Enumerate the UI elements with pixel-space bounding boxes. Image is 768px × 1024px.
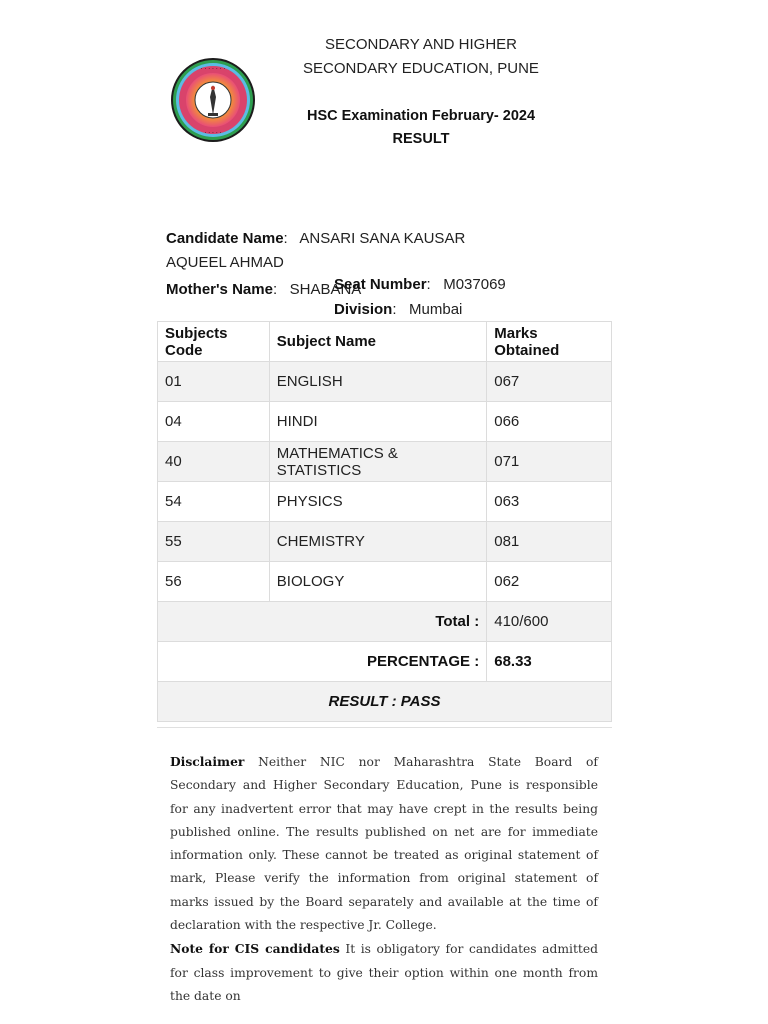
- subject-code: 54: [158, 482, 270, 522]
- percentage-value: 68.33: [487, 642, 612, 682]
- svg-text:· · · · · · ·: · · · · · · ·: [200, 66, 226, 73]
- subject-name: CHEMISTRY: [269, 522, 486, 562]
- result-status: RESULT : PASS: [158, 682, 612, 722]
- cis-note-paragraph: [170, 937, 598, 1008]
- table-header-row: [158, 322, 612, 362]
- disclaimer: [170, 750, 598, 1008]
- disclaimer-text: Neither NIC nor Maharashtra State Board of Secondary and Higher Secondary Education, Pune is responsible for any inadvertent error that may have crept in the results being published online. The results published on net are for immediate information only. These cannot be treated as original statement of mark, Please verify the information from original statement of marks issued by the Board separately and available at the time of declaration with the respective Jr. College.: [170, 755, 598, 933]
- subject-name: MATHEMATICS & STATISTICS: [269, 442, 486, 482]
- header-marks: Marks Obtained: [487, 322, 612, 362]
- cis-note-label: Note for CIS candidates: [170, 941, 340, 957]
- subject-marks: 081: [487, 522, 612, 562]
- candidate-name-label: Candidate Name: [166, 230, 284, 247]
- table-row: [158, 482, 612, 522]
- division: Division: Mumbai: [334, 301, 463, 318]
- disclaimer-paragraph: [170, 750, 598, 937]
- seat-number: Seat Number: M037069: [334, 276, 506, 293]
- mother-name-value: SHABANA: [289, 281, 362, 298]
- divider: [157, 727, 612, 728]
- subject-code: 40: [158, 442, 270, 482]
- result-row: [158, 682, 612, 722]
- result-heading: RESULT: [392, 131, 450, 147]
- table-row: [158, 362, 612, 402]
- table-row: [158, 402, 612, 442]
- board-name-line2: SECONDARY EDUCATION, PUNE: [303, 60, 539, 77]
- table-row: [158, 562, 612, 602]
- subject-code: 01: [158, 362, 270, 402]
- candidate-name-value: ANSARI SANA KAUSAR AQUEEL AHMAD: [166, 230, 466, 271]
- exam-title: HSC Examination February- 2024: [306, 108, 536, 124]
- percentage-row: [158, 642, 612, 682]
- table-row: [158, 522, 612, 562]
- board-name: [280, 33, 562, 81]
- mother-name: Mother's Name: SHABANA: [166, 281, 362, 298]
- board-seal-icon: [170, 57, 256, 143]
- subject-name: HINDI: [269, 402, 486, 442]
- percentage-label: PERCENTAGE :: [158, 642, 487, 682]
- subject-marks: 066: [487, 402, 612, 442]
- total-row: [158, 602, 612, 642]
- subject-name: BIOLOGY: [269, 562, 486, 602]
- subject-name: PHYSICS: [269, 482, 486, 522]
- subject-marks: 062: [487, 562, 612, 602]
- subject-code: 55: [158, 522, 270, 562]
- board-name-line1: SECONDARY AND HIGHER: [325, 36, 517, 53]
- division-label: Division: [334, 301, 393, 318]
- subject-name: ENGLISH: [269, 362, 486, 402]
- exam-heading: [280, 105, 562, 151]
- seat-number-label: Seat Number: [334, 276, 427, 293]
- svg-text:· · · · ·: · · · · ·: [204, 130, 222, 137]
- seat-number-value: M037069: [443, 276, 506, 293]
- candidate-name: Candidate Name: ANSARI SANA KAUSAR AQUEEL AHMAD: [166, 230, 466, 271]
- total-label: Total :: [158, 602, 487, 642]
- subject-code: 56: [158, 562, 270, 602]
- marks-table: [157, 321, 612, 722]
- table-row: [158, 442, 612, 482]
- subject-marks: 067: [487, 362, 612, 402]
- disclaimer-label: Disclaimer: [170, 754, 245, 769]
- total-value: 410/600: [487, 602, 612, 642]
- header-subject-name: Subject Name: [269, 322, 486, 362]
- division-value: Mumbai: [409, 301, 463, 318]
- cis-note-text: It is obligatory for candidates admitted for class improvement to give their option within one month from the date on: [170, 942, 599, 1003]
- subject-marks: 063: [487, 482, 612, 522]
- header-subject-code: Subjects Code: [158, 322, 270, 362]
- subject-marks: 071: [487, 442, 612, 482]
- mother-name-label: Mother's Name: [166, 281, 273, 298]
- subject-code: 04: [158, 402, 270, 442]
